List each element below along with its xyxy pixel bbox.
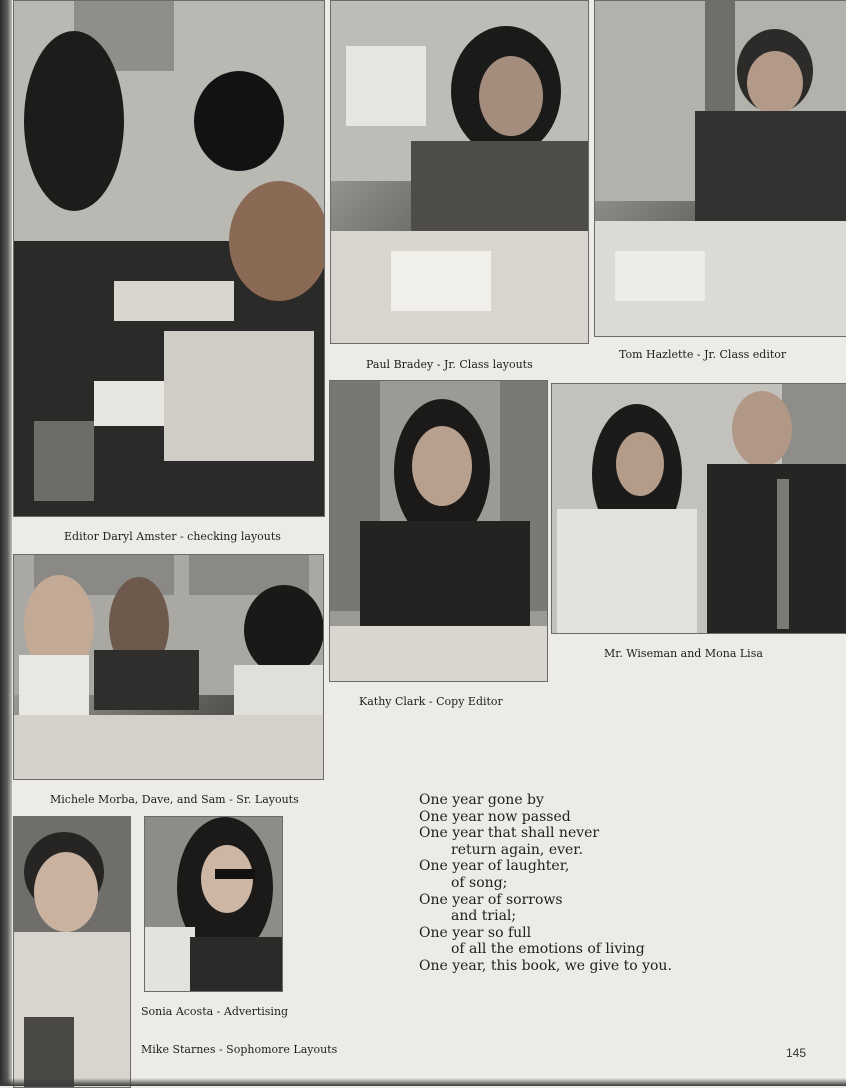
photo-paul-bradey	[330, 0, 589, 344]
poem-line: of song;	[451, 874, 508, 891]
poem-line: One year of sorrows	[419, 891, 563, 908]
page-number: 145	[786, 1046, 807, 1060]
photo-michele-dave-sam	[13, 554, 324, 780]
caption-mike: Mike Starnes - Sophomore Layouts	[141, 1043, 338, 1056]
poem-line: return again, ever.	[451, 841, 583, 858]
photo-mike-starnes	[13, 816, 131, 1088]
photo-kathy-clark	[329, 380, 548, 682]
poem-line: One year now passed	[419, 808, 571, 825]
poem-line: One year gone by	[419, 792, 544, 808]
poem-line: One year so full	[419, 924, 532, 941]
poem-line: and trial;	[451, 908, 517, 925]
poem-line: One year of laughter,	[419, 858, 570, 875]
poem-line: One year that shall never	[419, 825, 600, 842]
poem-line: One year, this book, we give to you.	[419, 957, 672, 974]
photo-sonia-acosta	[144, 816, 283, 992]
page-binding	[0, 0, 12, 1086]
caption-sonia: Sonia Acosta - Advertising	[141, 1005, 289, 1018]
dedication-poem	[419, 792, 672, 975]
caption-michele: Michele Morba, Dave, and Sam - Sr. Layouts	[50, 793, 299, 806]
page-bottom-edge	[0, 1078, 846, 1086]
caption-editor: Editor Daryl Amster - checking layouts	[64, 530, 281, 543]
caption-tom: Tom Hazlette - Jr. Class editor	[619, 348, 787, 361]
poem-line: of all the emotions of living	[451, 941, 645, 958]
caption-kathy: Kathy Clark - Copy Editor	[359, 695, 503, 708]
photo-wiseman-mona-lisa	[551, 383, 846, 634]
photo-editor-daryl-amster	[13, 0, 325, 517]
caption-wiseman: Mr. Wiseman and Mona Lisa	[604, 647, 763, 660]
photo-tom-hazlette	[594, 0, 846, 337]
caption-paul: Paul Bradey - Jr. Class layouts	[366, 358, 533, 371]
